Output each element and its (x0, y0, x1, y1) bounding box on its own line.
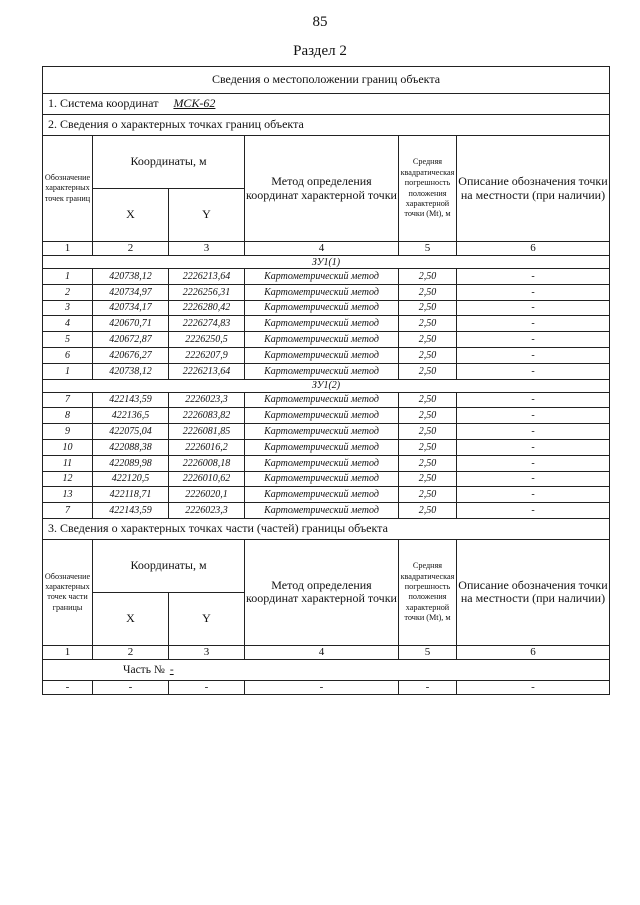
coord-y: 2226083,82 (169, 408, 245, 424)
description-cell: - (457, 300, 610, 316)
coord-x: 422075,04 (93, 424, 169, 440)
method-cell: Картометрический метод (245, 392, 399, 408)
column-number: 1 (43, 242, 93, 256)
table-row (43, 284, 610, 300)
rms-cell: 2,50 (399, 424, 457, 440)
header-method: Метод определения координат характерной точки (245, 539, 399, 645)
method-cell: Картометрический метод (245, 316, 399, 332)
coord-y: 2226023,3 (169, 392, 245, 408)
header-rms: Средняя квадратическая погрешность положения характерной точки (Mt), м (399, 539, 457, 645)
rms-cell: 2,50 (399, 455, 457, 471)
table-row (43, 408, 610, 424)
description-cell: - (457, 363, 610, 379)
rms-cell: 2,50 (399, 487, 457, 503)
description-cell: - (457, 332, 610, 348)
coord-y: 2226020,1 (169, 487, 245, 503)
table-row (43, 316, 610, 332)
method-cell: Картометрический метод (245, 332, 399, 348)
coord-y: 2226274,83 (169, 316, 245, 332)
table-row (43, 455, 610, 471)
table-row (43, 300, 610, 316)
table-row (43, 424, 610, 440)
header-method: Метод определения координат характерной точки (245, 136, 399, 242)
empty-cell: - (245, 680, 399, 694)
column-number: 2 (93, 645, 169, 659)
part-number-value: - (169, 663, 174, 676)
method-cell: Картометрический метод (245, 363, 399, 379)
coord-y: 2226207,9 (169, 347, 245, 363)
rms-cell: 2,50 (399, 332, 457, 348)
empty-cell: - (399, 680, 457, 694)
coordinate-system-label: 1. Система координат (48, 96, 159, 111)
method-cell: Картометрический метод (245, 284, 399, 300)
description-cell: - (457, 471, 610, 487)
empty-row (43, 680, 610, 694)
header-coordinates: Координаты, м (93, 136, 245, 189)
page-number: 85 (312, 14, 328, 30)
description-cell: - (457, 487, 610, 503)
table-row (43, 471, 610, 487)
description-cell: - (457, 392, 610, 408)
column-number: 5 (399, 242, 457, 256)
coord-x: 420738,12 (93, 269, 169, 285)
coord-y: 2226250,5 (169, 332, 245, 348)
table-row (43, 439, 610, 455)
column-number: 2 (93, 242, 169, 256)
column-number: 3 (169, 242, 245, 256)
table-row (43, 347, 610, 363)
column-numbers-row (43, 242, 610, 256)
boundary-table (42, 66, 610, 695)
description-cell: - (457, 439, 610, 455)
coord-y: 2226256,31 (169, 284, 245, 300)
part2-title: 2. Сведения о характерных точках границ объекта (43, 115, 610, 136)
column-number: 1 (43, 645, 93, 659)
group-name: ЗУ1(1) (43, 256, 610, 269)
header-x: X (93, 189, 169, 242)
header-y: Y (169, 189, 245, 242)
part3-title: 3. Сведения о характерных точках части (частей) границы объекта (43, 518, 610, 539)
point-number: 2 (43, 284, 93, 300)
table-row (43, 269, 610, 285)
section-title: Раздел 2 (293, 43, 347, 59)
description-cell: - (457, 316, 610, 332)
coord-y: 2226081,85 (169, 424, 245, 440)
method-cell: Картометрический метод (245, 424, 399, 440)
description-cell: - (457, 269, 610, 285)
rms-cell: 2,50 (399, 269, 457, 285)
description-cell: - (457, 424, 610, 440)
table-row (43, 487, 610, 503)
part-number-label: Часть № (123, 663, 165, 676)
point-number: 1 (43, 269, 93, 285)
coord-x: 420738,12 (93, 363, 169, 379)
header-coordinates: Координаты, м (93, 539, 245, 592)
point-number: 4 (43, 316, 93, 332)
column-numbers-row (43, 645, 610, 659)
empty-cell: - (169, 680, 245, 694)
rms-cell: 2,50 (399, 316, 457, 332)
table-row (43, 363, 610, 379)
column-number: 6 (457, 645, 610, 659)
rms-cell: 2,50 (399, 471, 457, 487)
group-row (43, 256, 610, 269)
column-number: 5 (399, 645, 457, 659)
point-number: 7 (43, 392, 93, 408)
column-number: 3 (169, 645, 245, 659)
coord-x: 422120,5 (93, 471, 169, 487)
header-description: Описание обозначения точки на местности (при наличии) (457, 539, 610, 645)
coord-x: 422088,38 (93, 439, 169, 455)
group-row (43, 379, 610, 392)
coord-y: 2226010,62 (169, 471, 245, 487)
rms-cell: 2,50 (399, 392, 457, 408)
description-cell: - (457, 284, 610, 300)
point-number: 11 (43, 455, 93, 471)
method-cell: Картометрический метод (245, 408, 399, 424)
coord-x: 420676,27 (93, 347, 169, 363)
method-cell: Картометрический метод (245, 439, 399, 455)
header-description: Описание обозначения точки на местности (при наличии) (457, 136, 610, 242)
point-number: 10 (43, 439, 93, 455)
table-row (43, 392, 610, 408)
description-cell: - (457, 503, 610, 519)
description-cell: - (457, 408, 610, 424)
header-point-designation: Обозначение характерных точек границ (43, 136, 93, 242)
table-row (43, 503, 610, 519)
rms-cell: 2,50 (399, 503, 457, 519)
method-cell: Картометрический метод (245, 347, 399, 363)
point-number: 3 (43, 300, 93, 316)
rms-cell: 2,50 (399, 408, 457, 424)
point-number: 1 (43, 363, 93, 379)
point-number: 6 (43, 347, 93, 363)
method-cell: Картометрический метод (245, 269, 399, 285)
rms-cell: 2,50 (399, 300, 457, 316)
coord-x: 420672,87 (93, 332, 169, 348)
coord-x: 422143,59 (93, 392, 169, 408)
method-cell: Картометрический метод (245, 487, 399, 503)
column-number: 6 (457, 242, 610, 256)
coord-x: 422143,59 (93, 503, 169, 519)
coordinate-system-row (43, 94, 610, 115)
coordinate-system-value: МСК-62 (173, 96, 216, 111)
method-cell: Картометрический метод (245, 471, 399, 487)
header-x: X (93, 592, 169, 645)
coord-x: 420670,71 (93, 316, 169, 332)
coord-y: 2226016,2 (169, 439, 245, 455)
rms-cell: 2,50 (399, 439, 457, 455)
rms-cell: 2,50 (399, 347, 457, 363)
description-cell: - (457, 455, 610, 471)
method-cell: Картометрический метод (245, 455, 399, 471)
table-row (43, 332, 610, 348)
empty-cell: - (43, 680, 93, 694)
coord-x: 420734,17 (93, 300, 169, 316)
coord-x: 422136,5 (93, 408, 169, 424)
coord-x: 422089,98 (93, 455, 169, 471)
column-number: 4 (245, 242, 399, 256)
column-number: 4 (245, 645, 399, 659)
point-number: 12 (43, 471, 93, 487)
group-name: ЗУ1(2) (43, 379, 610, 392)
coord-y: 2226213,64 (169, 363, 245, 379)
point-number: 9 (43, 424, 93, 440)
empty-cell: - (457, 680, 610, 694)
header-rms: Средняя квадратическая погрешность положения характерной точки (Mt), м (399, 136, 457, 242)
point-number: 5 (43, 332, 93, 348)
header-point-designation: Обозначение характерных точек части границы (43, 539, 93, 645)
coord-y: 2226213,64 (169, 269, 245, 285)
header-y: Y (169, 592, 245, 645)
coord-y: 2226023,3 (169, 503, 245, 519)
point-number: 13 (43, 487, 93, 503)
rms-cell: 2,50 (399, 363, 457, 379)
point-number: 8 (43, 408, 93, 424)
coord-x: 420734,97 (93, 284, 169, 300)
rms-cell: 2,50 (399, 284, 457, 300)
empty-cell: - (93, 680, 169, 694)
part-number-row (43, 659, 610, 680)
coord-x: 422118,71 (93, 487, 169, 503)
coord-y: 2226280,42 (169, 300, 245, 316)
method-cell: Картометрический метод (245, 300, 399, 316)
coord-y: 2226008,18 (169, 455, 245, 471)
point-number: 7 (43, 503, 93, 519)
method-cell: Картометрический метод (245, 503, 399, 519)
table-title: Сведения о местоположении границ объекта (43, 67, 610, 94)
description-cell: - (457, 347, 610, 363)
